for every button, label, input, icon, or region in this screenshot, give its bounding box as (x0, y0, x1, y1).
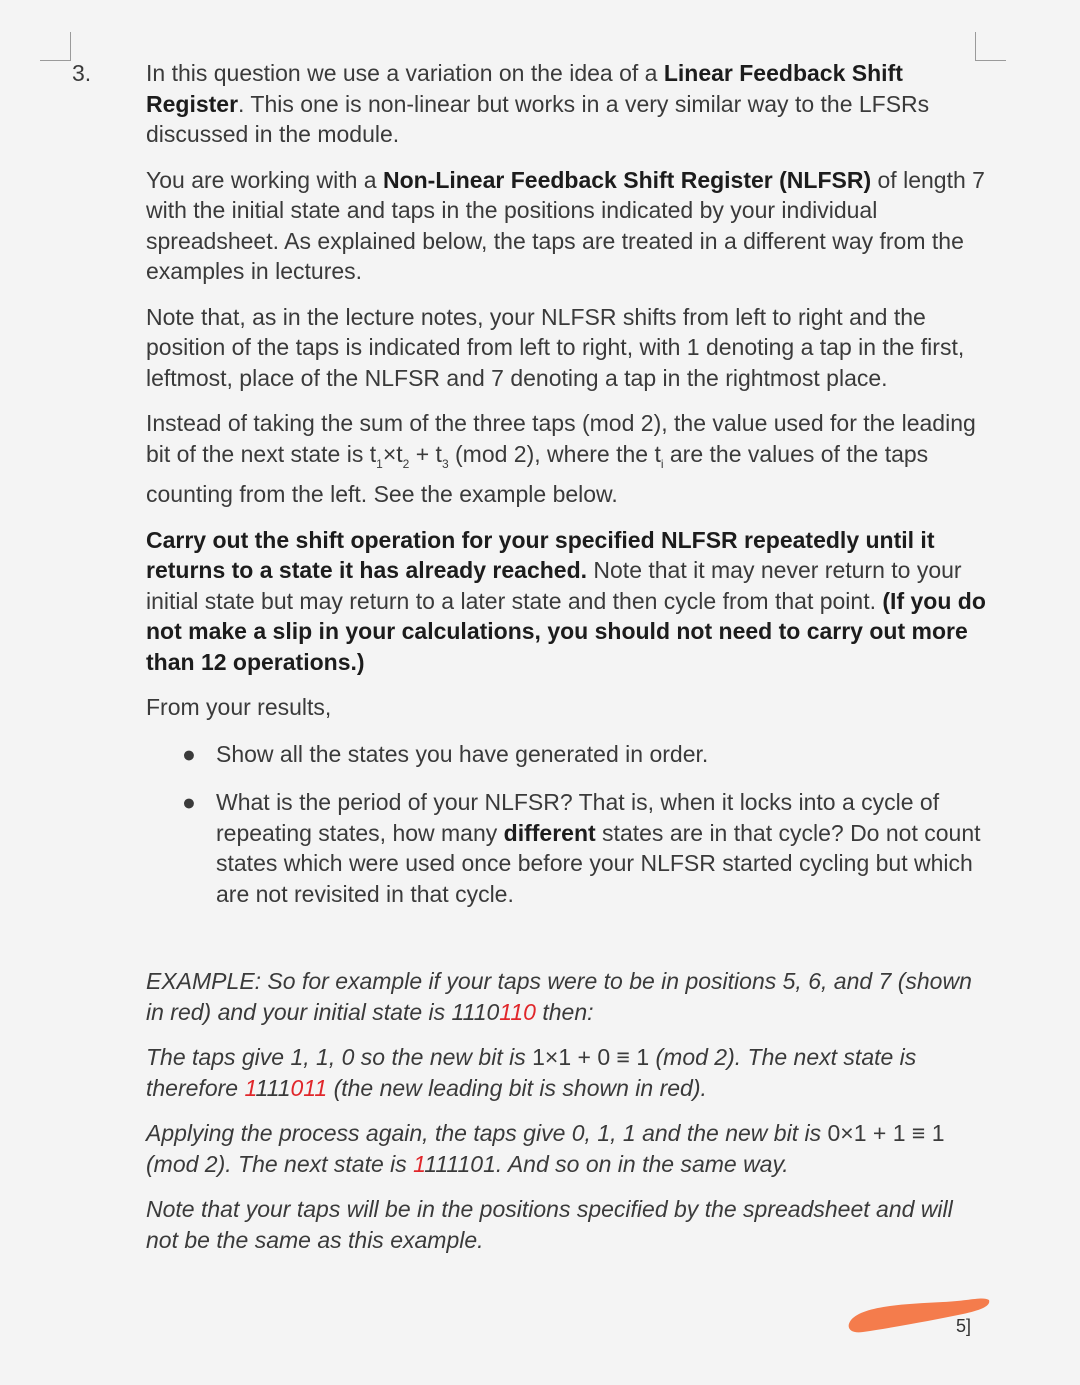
question-number: 3. (72, 60, 92, 86)
example-step-2: Applying the process again, the taps give 0, 1, 1 and the new bit is 0×1 + 1 ≡ 1 (mod 2). The next state is 1111101. And so on in the same way. (146, 1120, 945, 1177)
bullet-list (146, 739, 986, 910)
redaction-mark (843, 1292, 993, 1338)
example-section (146, 966, 986, 1270)
example-intro: EXAMPLE: So for example if your taps were to be in positions 5, 6, and 7 (shown in red) and your initial state is 1110110 then: (146, 968, 972, 1025)
crop-mark-top-left (40, 32, 71, 61)
paragraph-intro: In this question we use a variation on the idea of a Linear Feedback Shift Register. This one is non-linear but works in a very similar way to the LFSRs discussed in the module. (146, 60, 930, 147)
question-body (146, 58, 986, 927)
example-step-1: The taps give 1, 1, 0 so the new bit is 1×1 + 0 ≡ 1 (mod 2). The next state is therefore 1111011 (the new leading bit is shown in red). (146, 1044, 917, 1101)
paragraph-tap-formula: Instead of taking the sum of the three taps (mod 2), the value used for the leading bit of the next state is $t_1\times t_2 + t_3$ (mod 2), where the $t_i$ are the values of the taps counting from the left. See the example below. (146, 410, 976, 507)
paragraph-shift-direction: Note that, as in the lecture notes, your NLFSR shifts from left to right and the position of the taps is indicated from left to right, with 1 denoting a tap in the first, leftmost, place of the NLFSR and 7 denoting a tap in the rightmost place. (146, 303, 965, 391)
formula: $t_1\times t_2 + t_3$ (369, 440, 449, 471)
paragraph-results: From your results, (146, 694, 332, 720)
marks-fragment: 5] (956, 1316, 972, 1336)
example-note: Note that your taps will be in the positions specified by the spreadsheet and will not be the same as this example. (146, 1196, 953, 1253)
paragraph-nlfsr: You are working with a Non-Linear Feedback Shift Register (NLFSR) of length 7 with the initial state and taps in the positions indicated by your individual spreadsheet. As explained below, the taps are treated in a different way from the examples in lectures. (146, 166, 985, 284)
list-item: ● What is the period of your NLFSR? That is, when it locks into a cycle of repeating states, how many different states are in that cycle? Do not count states which were used once before your NLFSR started cycling but which are not revisited in that cycle. (182, 789, 981, 907)
list-item: ● Show all the states you have generated in order. (182, 740, 709, 767)
paragraph-instructions: Carry out the shift operation for your specified NLFSR repeatedly until it returns to a state it has already reached. Note that it may never return to your initial state but may return to a later state and then cycle from that point. (If you do not make a slip in your calculations, you should not need to carry out more than 12 operations.) (146, 526, 986, 675)
crop-mark-top-right (975, 32, 1006, 61)
